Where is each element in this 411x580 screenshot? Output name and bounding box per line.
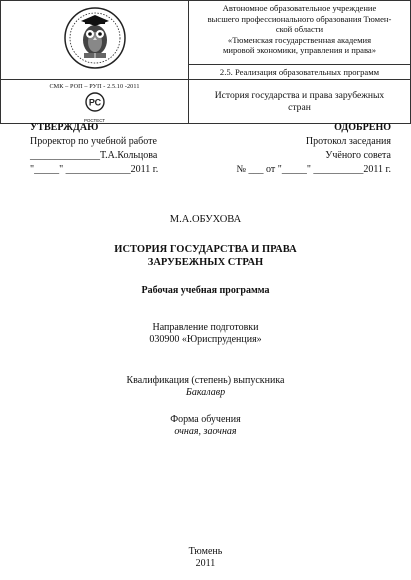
footer-place-year [0,546,411,570]
protocol-line: Протокол заседания [305,136,391,147]
org-line: Автономное образовательное учреждение [222,3,377,13]
study-form-block [0,414,411,438]
title-line: ИСТОРИЯ ГОСУДАРСТВА И ПРАВА [114,244,297,255]
course-line: История государства и права зарубежных [214,89,385,101]
org-line: ской области [275,24,324,34]
approval-date: "_____" _____________2011 г. [30,164,159,175]
protocol-date: № ___ от "_____" __________2011 г. [236,164,391,175]
approver-role: Проректор по учебной работе [30,136,157,147]
approved-heading: УТВЕРЖДАЮ [30,122,99,133]
organization-cell [189,1,411,65]
logo-cell [1,1,189,80]
direction-block [0,322,411,346]
owl-book-emblem-icon [63,6,127,70]
document-title [0,243,411,269]
smk-code: СМК – РОП – РУП - 2.5.10 -2011 [49,83,140,90]
smk-cell [1,80,189,124]
year: 2011 [195,558,216,569]
org-line: высшего профессионального образования Тюмен- [207,13,392,24]
qualification-value: Бакалавр [185,387,226,398]
section-cell: 2.5. Реализация образовательных программ [189,65,411,80]
rostest-certification-icon [82,91,108,113]
approver-signature: ______________Т.А.Кольцова [30,150,158,161]
qualification-label: Квалификация (степень) выпускника [126,375,285,386]
title-line: ЗАРУБЕЖНЫХ СТРАН [147,257,264,268]
svg-text:РС: РС [88,97,101,108]
course-cell [189,80,411,124]
org-line: мировой экономики, управления и права» [222,45,377,55]
course-line: стран [288,101,311,113]
author-name: М.А.ОБУХОВА [169,214,242,225]
document-subtitle: Рабочая учебная программа [141,285,270,296]
endorsed-heading: ОДОБРЕНО [334,122,391,133]
city: Тюмень [188,546,223,557]
council-line: Учёного совета [325,150,391,161]
cert-badge-text: РОСТЕСТ [83,118,106,123]
direction-label: Направление подготовки [152,322,259,333]
direction-value: 030900 «Юриспруденция» [149,334,262,345]
qualification-block [0,375,411,399]
org-line: «Тюменская государственная академия [227,34,372,45]
document-header [0,0,411,123]
study-form-value: очная, заочная [174,426,237,437]
study-form-label: Форма обучения [170,414,241,425]
